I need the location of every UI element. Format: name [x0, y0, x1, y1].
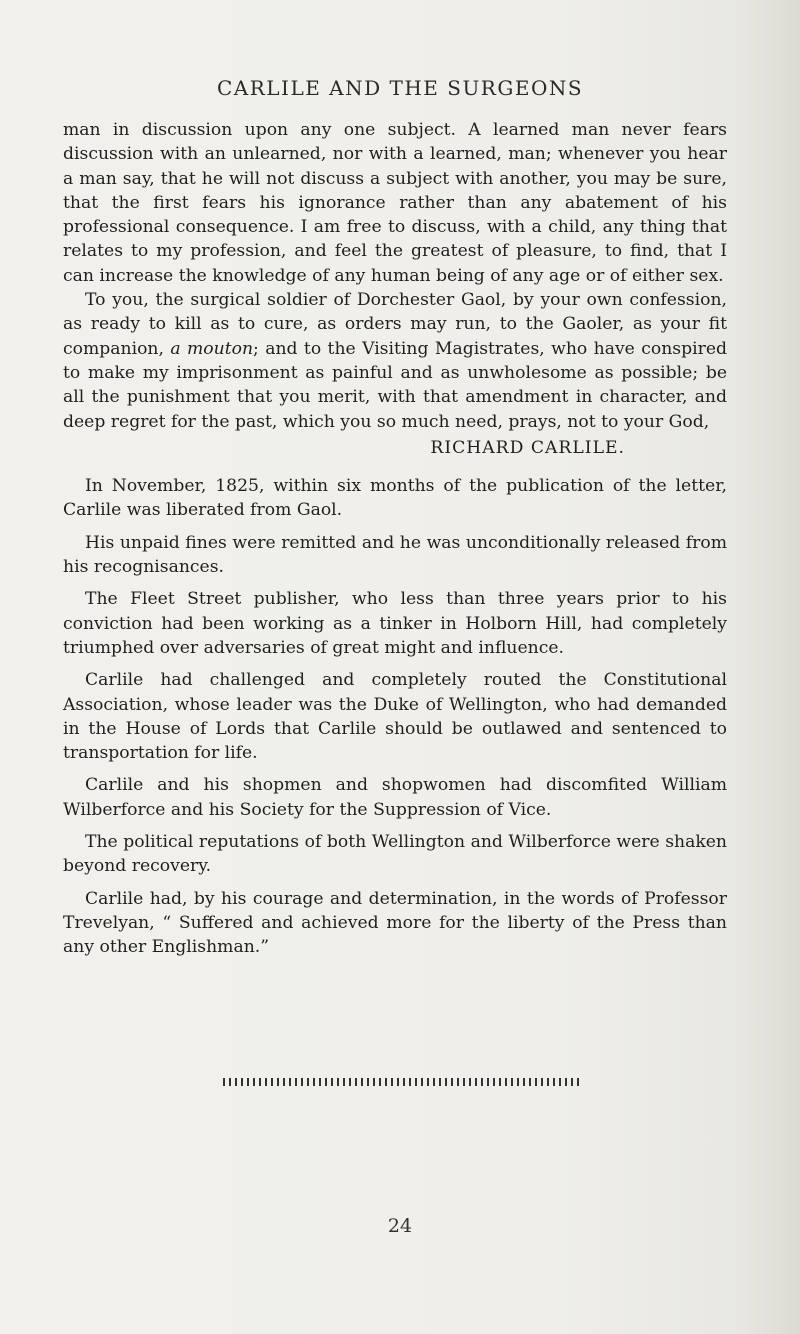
paragraph-2-text-a: To you, the surgical soldier of Dorchester Gaol, by your own confession, as ready to kill as to cure, as orders may run, to the Gaoler, as your fit companion,	[63, 290, 727, 359]
paragraph-3: In November, 1825, within six months of the publication of the letter, Carlile was liberated from Gaol.	[63, 476, 727, 521]
paragraph-8: The political reputations of both Wellington and Wilberforce were shaken beyond recovery.	[63, 832, 727, 877]
paragraph-7: Carlile and his shopmen and shopwomen had discomfited William Wilberforce and his Society for the Suppression of Vice.	[63, 775, 727, 820]
paragraph-2-italic: a mouton	[170, 338, 254, 359]
paragraph-6: Carlile had challenged and completely routed the Constitutional Association, whose leader was the Duke of Wellington, who had demanded in the House of Lords that Carlile should be outlawed and sentenced to transportation for life.	[63, 670, 727, 764]
body-text	[63, 118, 727, 960]
paragraph-1: man in discussion upon any one subject. A learned man never fears discussion with an unlearned, nor with a learned, man; whenever you hear a man say, that he will not discuss a subject with another, you may be sure, that the first fears his ignorance rather than any abatement of his professional consequence. I am free to discuss, with a child, any thing that relates to my profession, and feel the greatest of pleasure, to find, that I can increase the knowledge of any human being of any age or of either sex.	[63, 120, 727, 286]
ornamental-rule	[223, 1078, 583, 1086]
paragraph-2	[63, 288, 727, 434]
page-number: 24	[387, 1215, 413, 1237]
page-edge-shadow	[740, 0, 800, 1334]
running-head: CARLILE AND THE SURGEONS	[216, 76, 584, 100]
signature: RICHARD CARLILE.	[430, 437, 625, 458]
paragraph-5: The Fleet Street publisher, who less than three years prior to his conviction had been working as a tinker in Holborn Hill, had completely triumphed over adversaries of great might and influence.	[63, 589, 727, 658]
paragraph-9: Carlile had, by his courage and determination, in the words of Professor Trevelyan, “ Suffered and achieved more for the liberty of the Press than any other Englishman.”	[63, 888, 727, 958]
paragraph-4: His unpaid fines were remitted and he was unconditionally released from his recognisances.	[63, 532, 727, 578]
paragraph-2-text-b: ; and to the Visiting Magistrates, who have conspired to make my imprisonment as painful and as unwholesome as possible; be all the punishment that you merit, with that amendment in character, and deep regret for the past, which you so much need, prays, not to your God,	[63, 338, 727, 432]
